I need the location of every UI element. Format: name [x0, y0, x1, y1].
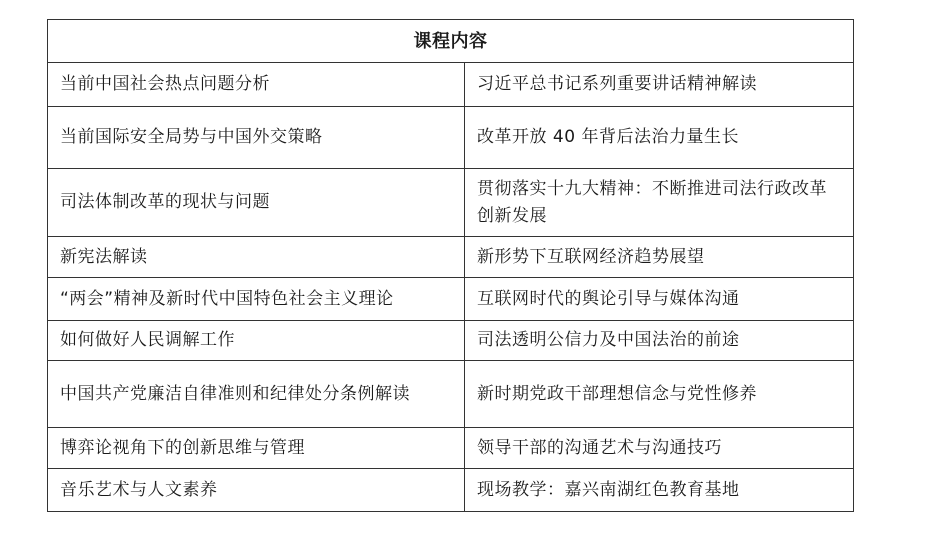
table-cell: 新形势下互联网经济趋势展望 — [465, 237, 854, 278]
table-header-row — [48, 20, 854, 63]
table-cell: 司法体制改革的现状与问题 — [48, 169, 465, 237]
table-cell: 互联网时代的舆论引导与媒体沟通 — [465, 278, 854, 321]
table-cell: 音乐艺术与人文素养 — [48, 469, 465, 512]
table-row — [48, 107, 854, 169]
table-title: 课程内容 — [48, 20, 854, 63]
table-cell: 如何做好人民调解工作 — [48, 321, 465, 361]
table-cell: 改革开放 40 年背后法治力量生长 — [465, 107, 854, 169]
table-cell: 新时期党政干部理想信念与党性修养 — [465, 361, 854, 428]
table-cell: 新宪法解读 — [48, 237, 465, 278]
table-cell: “两会”精神及新时代中国特色社会主义理论 — [48, 278, 465, 321]
table-cell: 现场教学：嘉兴南湖红色教育基地 — [465, 469, 854, 512]
course-table — [47, 19, 854, 512]
table-row — [48, 428, 854, 469]
table-cell: 习近平总书记系列重要讲话精神解读 — [465, 63, 854, 107]
table-row — [48, 469, 854, 512]
table-row — [48, 63, 854, 107]
table-row — [48, 321, 854, 361]
table-cell: 领导干部的沟通艺术与沟通技巧 — [465, 428, 854, 469]
table-row — [48, 278, 854, 321]
table-row — [48, 361, 854, 428]
table-row — [48, 169, 854, 237]
table-row — [48, 237, 854, 278]
table-cell: 中国共产党廉洁自律准则和纪律处分条例解读 — [48, 361, 465, 428]
table-cell: 博弈论视角下的创新思维与管理 — [48, 428, 465, 469]
table-cell: 当前中国社会热点问题分析 — [48, 63, 465, 107]
table-cell: 当前国际安全局势与中国外交策略 — [48, 107, 465, 169]
table-cell: 贯彻落实十九大精神：不断推进司法行政改革创新发展 — [465, 169, 854, 237]
table-cell: 司法透明公信力及中国法治的前途 — [465, 321, 854, 361]
